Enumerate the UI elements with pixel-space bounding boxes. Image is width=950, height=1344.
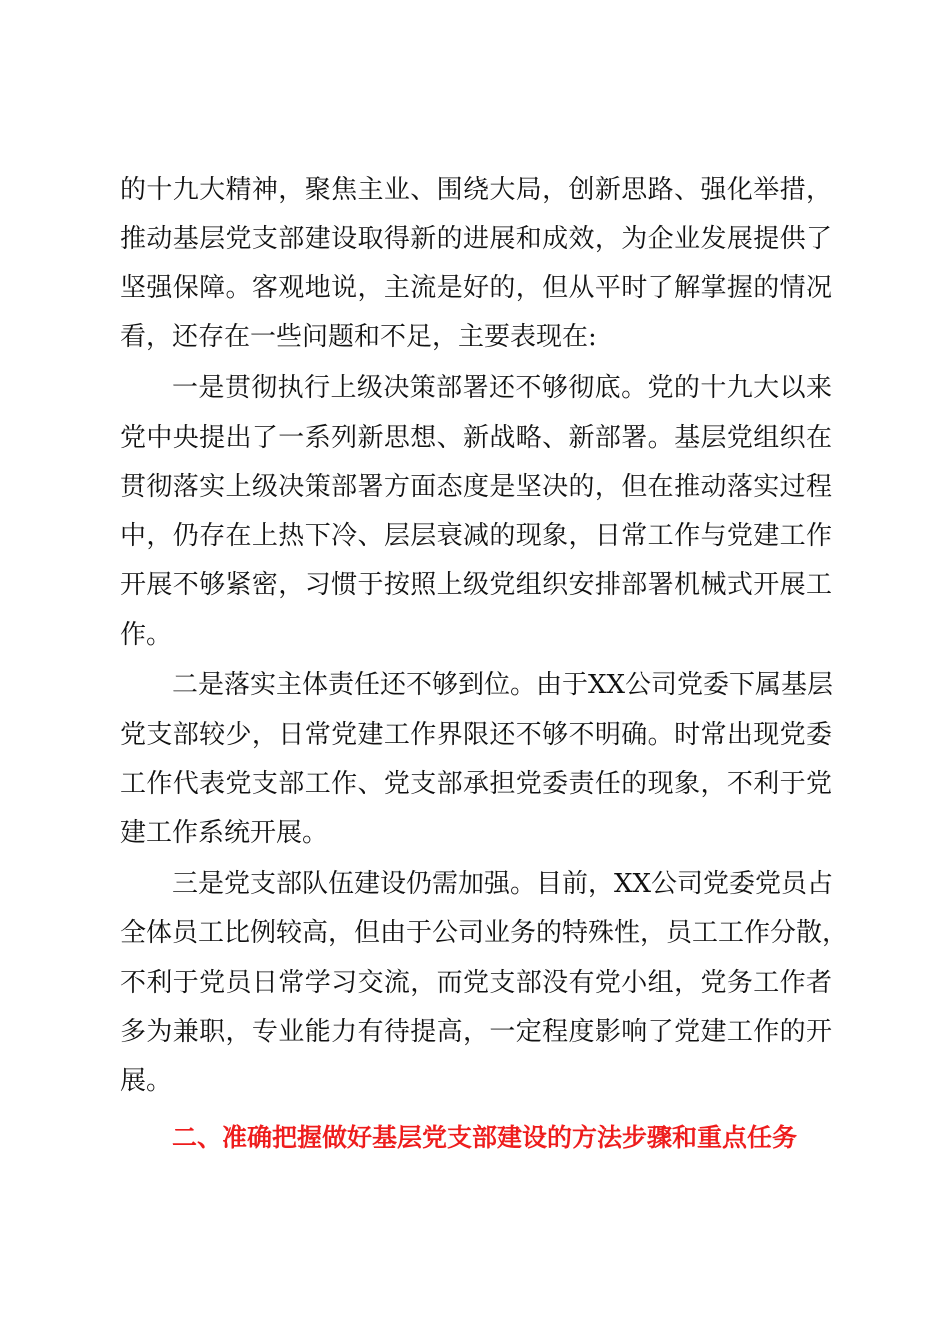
body-line: 不利于党员日常学习交流，而党支部没有党小组，党务工作者 [120, 968, 832, 998]
body-line: 党中央提出了一系列新思想、新战略、新部署。基层党组织在 [120, 423, 832, 453]
body-line: 的十九大精神，聚焦主业、围绕大局，创新思路、强化举措， [120, 175, 832, 205]
section-heading: 二、准确把握做好基层党支部建设的方法步骤和重点任务 [172, 1123, 798, 1152]
body-line: 党支部较少，日常党建工作界限还不够不明确。时常出现党委 [120, 720, 832, 750]
body-line: 作。 [120, 620, 173, 650]
body-line: 全体员工比例较高，但由于公司业务的特殊性，员工工作分散， [120, 918, 849, 948]
body-line: 展。 [120, 1066, 173, 1096]
body-line: 中，仍存在上热下冷、层层衰减的现象，日常工作与党建工作 [120, 521, 832, 551]
body-line: 多为兼职，专业能力有待提高，一定程度影响了党建工作的开 [120, 1017, 832, 1047]
body-line: 推动基层党支部建设取得新的进展和成效，为企业发展提供了 [120, 224, 832, 254]
body-line: 贯彻落实上级决策部署方面态度是坚决的，但在推动落实过程 [120, 472, 832, 502]
body-line: 开展不够紧密，习惯于按照上级党组织安排部署机械式开展工 [120, 570, 832, 600]
body-line: 工作代表党支部工作、党支部承担党委责任的现象，不利于党 [120, 769, 832, 799]
body-line: 建工作系统开展。 [120, 818, 329, 848]
body-line: 看，还存在一些问题和不足，主要表现在: [120, 322, 597, 352]
body-line: 二是落实主体责任还不够到位。由于XX公司党委下属基层 [172, 670, 834, 700]
body-line: 三是党支部队伍建设仍需加强。目前，XX公司党委党员占 [172, 869, 834, 899]
body-line: 一是贯彻执行上级决策部署还不够彻底。党的十九大以来 [172, 373, 832, 403]
body-line: 坚强保障。客观地说，主流是好的，但从平时了解掌握的情况 [120, 273, 832, 303]
